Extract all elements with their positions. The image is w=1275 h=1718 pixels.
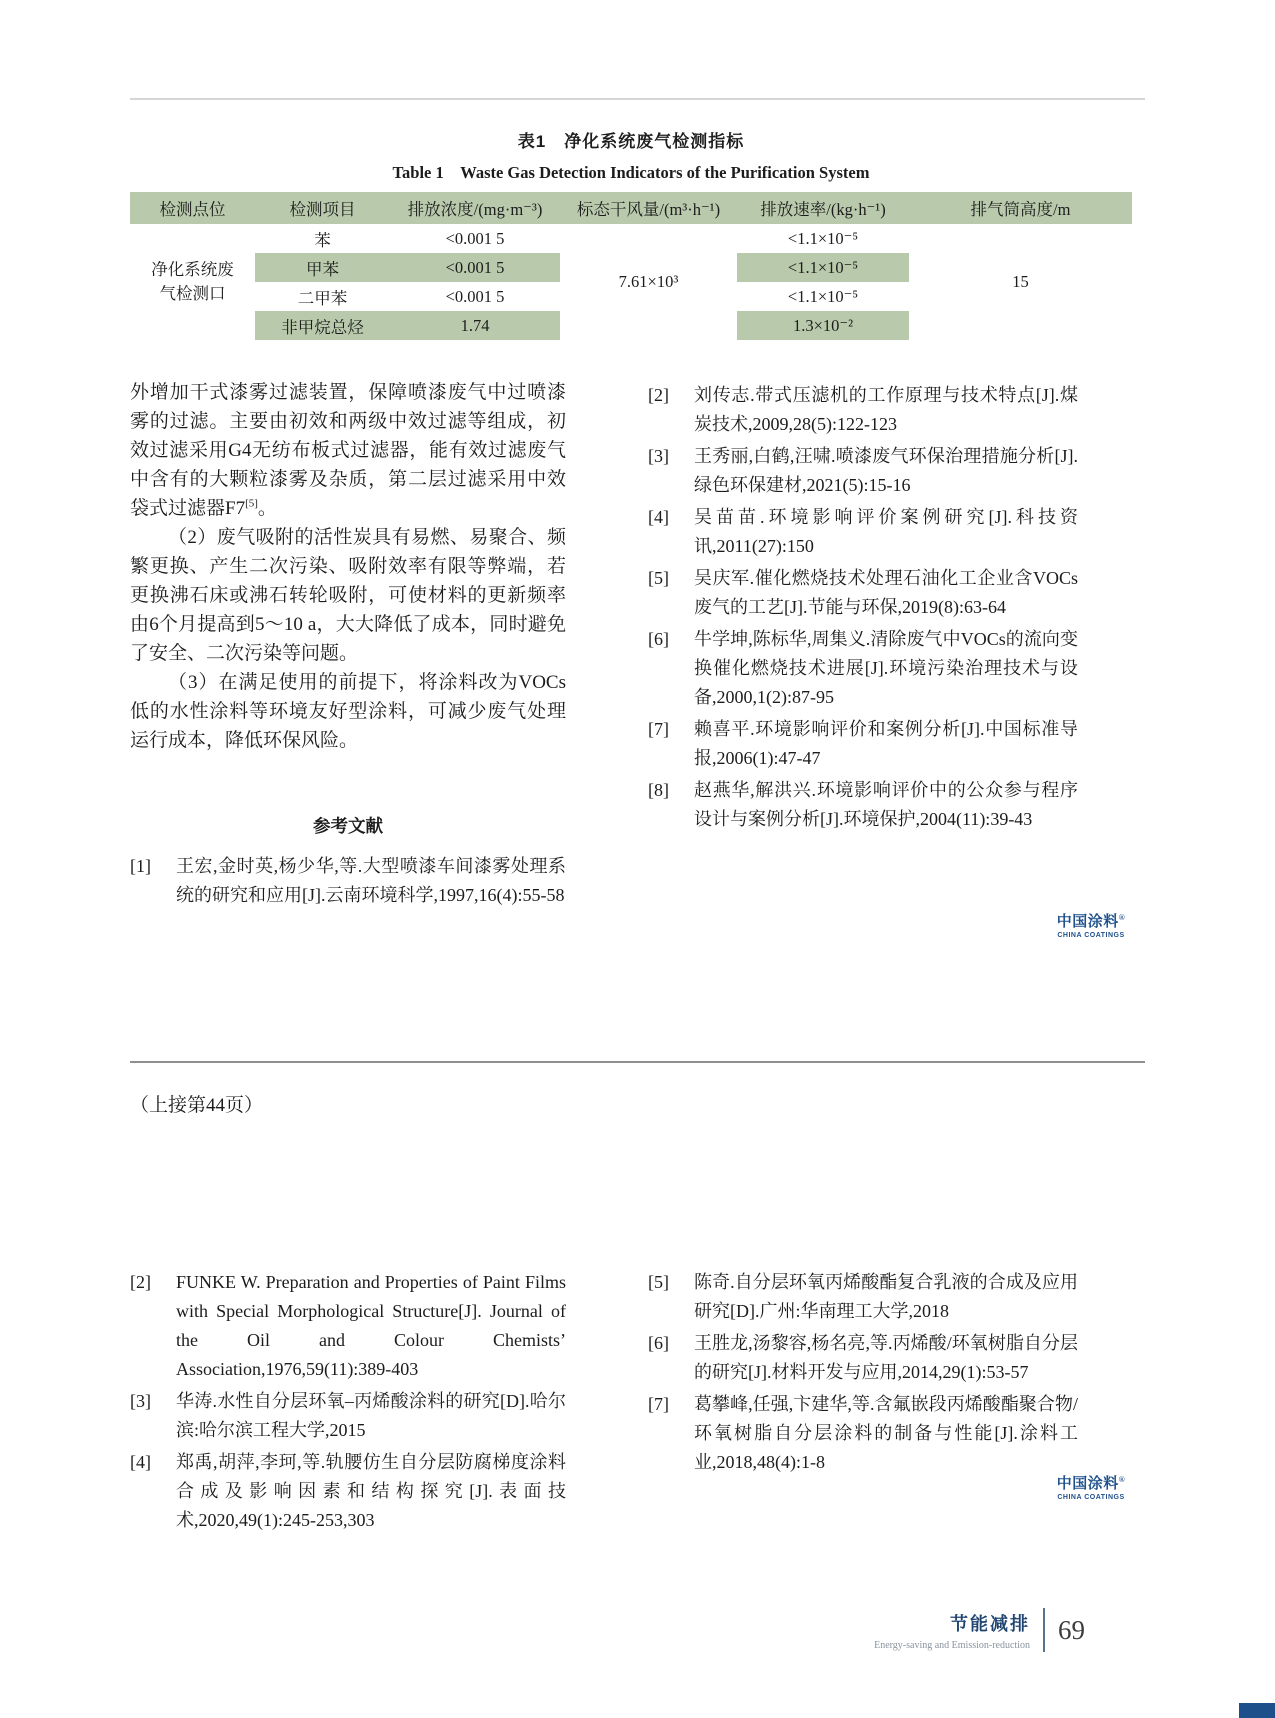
reference-text: 牛学坤,陈标华,周集义.清除废气中VOCs的流向变换催化燃烧技术进展[J].环境污染治理技术与设备,2000,1(2):87-95: [694, 629, 1078, 707]
reference-text: 刘传志.带式压滤机的工作原理与技术特点[J].煤炭技术,2009,28(5):122-123: [694, 385, 1078, 434]
reference-text: FUNKE W. Preparation and Properties of Paint Films with Special Morphological Structure[J]. Journal of the Oil and Colour Chemists’ Association,1976,59(11):389-403: [176, 1272, 566, 1379]
cell-concentration: 1.74: [390, 311, 560, 340]
page-number: 69: [1058, 1614, 1085, 1645]
reference-item: [130, 1387, 566, 1445]
cell-rate: 1.3×10⁻²: [737, 311, 909, 340]
table-title-zh: 表1 净化系统废气检测指标: [517, 132, 745, 151]
china-coatings-logo: [1056, 1472, 1126, 1501]
reference-item: [648, 1390, 1078, 1477]
table-header-row: [130, 192, 1132, 224]
journal-name-en: Energy-saving and Emission-reduction: [874, 1639, 1030, 1651]
reference-text: 郑禹,胡萍,李珂,等.轨腰仿生自分层防腐梯度涂料合成及影响因素和结构探究[J].表面技术,2020,49(1):245-253,303: [176, 1452, 566, 1530]
reference-text: 王秀丽,白鹤,汪啸.喷漆废气环保治理措施分析[J].绿色环保建材,2021(5):15-16: [694, 446, 1078, 495]
reference-text: 华涛.水性自分层环氧–丙烯酸涂料的研究[D].哈尔滨:哈尔滨工程大学,2015: [176, 1391, 566, 1440]
footer-divider: [1043, 1608, 1045, 1652]
reference-label: [7]: [648, 719, 669, 739]
references-heading: 参考文献: [313, 816, 383, 836]
logo-en-text: CHINA COATINGS: [1057, 932, 1125, 939]
logo-zh-text: [1056, 910, 1126, 931]
page-footer: [874, 1608, 1085, 1652]
reference-text: 葛攀峰,任强,卞建华,等.含氟嵌段丙烯酸酯聚合物/环氧树脂自分层涂料的制备与性能[J].涂料工业,2018,48(4):1-8: [694, 1394, 1078, 1472]
reference-item: [648, 625, 1078, 712]
cell-rate: <1.1×10⁻⁵: [787, 228, 859, 248]
cell-airflow: 7.61×10³: [618, 272, 679, 291]
cell-rate: <1.1×10⁻⁵: [787, 286, 859, 306]
reference-item: [648, 1329, 1078, 1387]
reference-text: 王胜龙,汤黎容,杨名亮,等.丙烯酸/环氧树脂自分层的研究[J].材料开发与应用,2014,29(1):53-57: [694, 1333, 1078, 1382]
logo-zh-label: 中国涂料: [1056, 914, 1119, 930]
cell-location: 净化系统废气检测口: [151, 260, 234, 303]
continued-column-left: [130, 1268, 566, 1538]
cell-rate: <1.1×10⁻⁵: [737, 253, 909, 282]
reference-label: [2]: [648, 385, 669, 405]
reference-label: [7]: [648, 1394, 669, 1414]
reference-label: [3]: [648, 446, 669, 466]
reference-label: [1]: [130, 856, 151, 876]
registered-mark-icon: ®: [1118, 913, 1126, 922]
reference-item: [648, 381, 1078, 439]
body-paragraph-3: （3）在满足使用的前提下，将涂料改为VOCs低的水性涂料等环境友好型涂料，可减少废气处理运行成本，降低环保风险。: [130, 672, 566, 751]
body-column-right: [648, 381, 1078, 837]
cell-item: 苯: [314, 230, 331, 250]
registered-mark-icon: ®: [1118, 1475, 1126, 1484]
body-paragraph-1: [130, 378, 566, 523]
col-header-stack-height: 排气筒高度/m: [909, 192, 1132, 224]
reference-item: [648, 503, 1078, 561]
cell-concentration: <0.001 5: [390, 253, 560, 282]
paragraph-text: 外增加干式漆雾过滤装置，保障喷漆废气中过喷漆雾的过滤。主要由初效和两级中效过滤等组成，初效过滤采用G4无纺布板式过滤器，能有效过滤废气中含有的大颗粒漆雾及杂质，第二层过滤采用中效袋式过滤器F7: [130, 382, 566, 519]
reference-item: [130, 1268, 566, 1384]
continued-column-right: [648, 1268, 1078, 1480]
reference-label: [3]: [130, 1391, 151, 1411]
reference-item: [648, 1268, 1078, 1326]
reference-text: 赖喜平.环境影响评价和案例分析[J].中国标准导报,2006(1):47-47: [694, 719, 1078, 768]
reference-label: [8]: [648, 780, 669, 800]
reference-item: [648, 442, 1078, 500]
reference-label: [6]: [648, 629, 669, 649]
body-column-left: [130, 378, 566, 913]
reference-text: 吴庆军.催化燃烧技术处理石油化工企业含VOCs废气的工艺[J].节能与环保,2019(8):63-64: [694, 568, 1078, 617]
china-coatings-logo: [1056, 910, 1126, 939]
reference-text: 陈奇.自分层环氧丙烯酸酯复合乳液的合成及应用研究[D].广州:华南理工大学,2018: [694, 1272, 1078, 1321]
citation-superscript: [5]: [245, 497, 258, 510]
reference-label: [6]: [648, 1333, 669, 1353]
logo-en-text: CHINA COATINGS: [1057, 1494, 1125, 1501]
col-header-location: 检测点位: [130, 192, 255, 224]
reference-label: [5]: [648, 568, 669, 588]
logo-zh-label: 中国涂料: [1056, 1476, 1119, 1492]
top-rule-divider: [130, 98, 1145, 100]
reference-item: [648, 776, 1078, 834]
reference-item: [648, 564, 1078, 622]
paragraph-text: 。: [257, 498, 277, 519]
col-header-rate: 排放速率/(kg·h⁻¹): [737, 192, 909, 224]
logo-zh-text: [1056, 1472, 1126, 1493]
reference-item: [130, 1448, 566, 1535]
cell-item: 二甲苯: [297, 288, 348, 308]
table-title-en: Table 1 Waste Gas Detection Indicators of the Purification System: [392, 163, 870, 182]
journal-name-zh: 节能减排: [950, 1613, 1030, 1634]
corner-mark: [1239, 1703, 1275, 1718]
cell-stack-height: 15: [1012, 272, 1029, 291]
reference-item: [648, 715, 1078, 773]
reference-label: [5]: [648, 1272, 669, 1292]
cell-concentration: <0.001 5: [445, 228, 505, 248]
reference-label: [4]: [648, 507, 669, 527]
body-paragraph-2: （2）废气吸附的活性炭具有易燃、易聚合、频繁更换、产生二次污染、吸附效率有限等弊端，若更换沸石床或沸石转轮吸附，可使材料的更新频率由6个月提高到5～10 a，大大降低了成本，同时避免了安全、二次污染等问题。: [130, 527, 566, 664]
col-header-airflow: 标态干风量/(m³·h⁻¹): [560, 192, 737, 224]
cell-concentration: <0.001 5: [445, 286, 505, 306]
cell-item: 非甲烷总烃: [255, 311, 390, 340]
continuation-note: （上接第44页）: [130, 1095, 264, 1116]
col-header-concentration: 排放浓度/(mg·m⁻³): [390, 192, 560, 224]
table-1-block: [130, 127, 1132, 340]
reference-text: 王宏,金时英,杨少华,等.大型喷漆车间漆雾处理系统的研究和应用[J].云南环境科学,1997,16(4):55-58: [176, 856, 566, 905]
section-divider: [130, 1061, 1145, 1063]
reference-label: [4]: [130, 1452, 151, 1472]
reference-item: [130, 852, 566, 910]
reference-text: 赵燕华,解洪兴.环境影响评价中的公众参与程序设计与案例分析[J].环境保护,2004(11):39-43: [694, 780, 1078, 829]
cell-item: 甲苯: [255, 253, 390, 282]
reference-label: [2]: [130, 1272, 151, 1292]
table-row: [130, 224, 1132, 253]
col-header-item: 检测项目: [255, 192, 390, 224]
waste-gas-table: [130, 192, 1132, 340]
journal-name-block: [874, 1610, 1030, 1651]
reference-text: 吴苗苗.环境影响评价案例研究[J].科技资讯,2011(27):150: [694, 507, 1078, 556]
